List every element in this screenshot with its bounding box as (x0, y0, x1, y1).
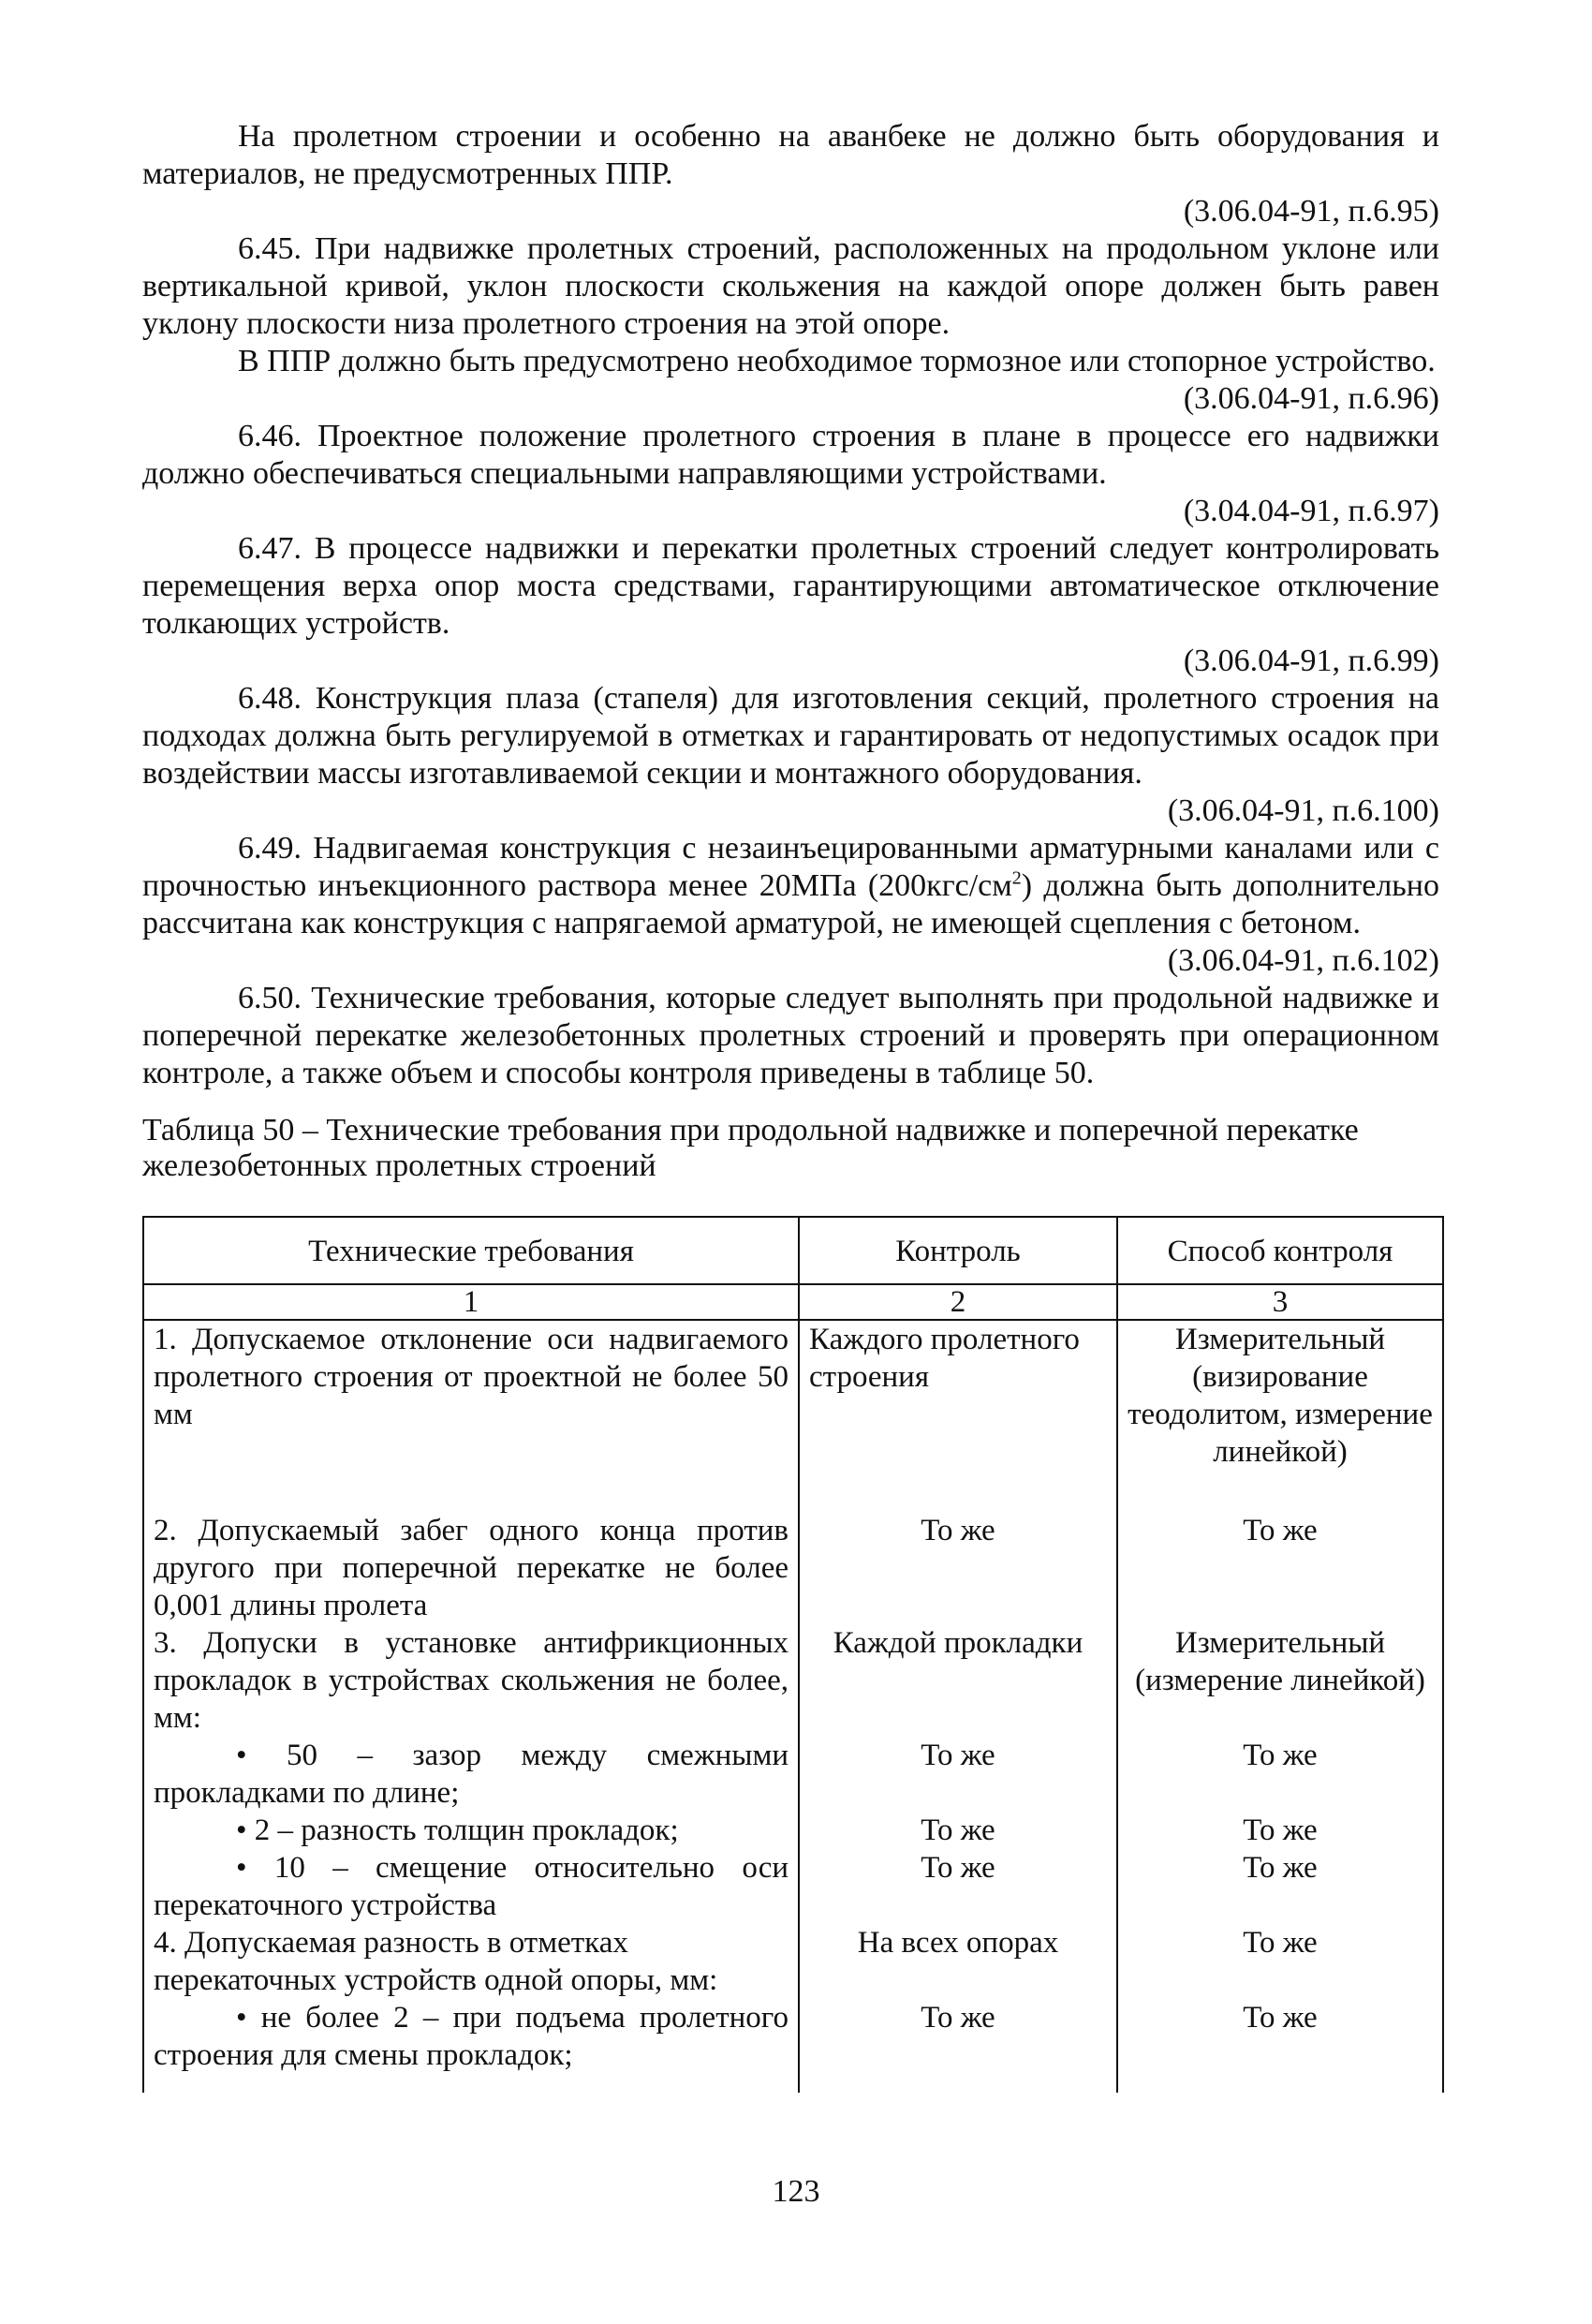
column-number: 1 (143, 1284, 799, 1320)
table-row (143, 1624, 1443, 1737)
table-row (143, 1320, 1443, 1471)
table-row (143, 1812, 1443, 1849)
reference: (3.04.04-91, п.6.97) (1183, 494, 1439, 528)
method-cell: То же (1117, 1924, 1443, 1999)
header-requirements: Технические требования (143, 1217, 799, 1284)
method-cell: То же (1117, 1512, 1443, 1624)
column-number: 2 (799, 1284, 1117, 1320)
control-cell: Каждой прокладки (799, 1624, 1117, 1737)
method-cell: То же (1117, 1737, 1443, 1812)
column-number-row (143, 1284, 1443, 1320)
control-cell: То же (799, 1737, 1117, 1812)
table-caption: Таблица 50 – Технические требования при продольной надвижке и поперечной перекатке железобетонных пролетных строений (142, 1113, 1359, 1183)
requirement-cell: 4. Допускаемая разность в отметках перекаточных устройств одной опоры, мм: (143, 1924, 799, 1999)
paragraph-6-49 (142, 830, 1439, 942)
control-cell: То же (799, 1999, 1117, 2093)
paragraph-6-48: 6.48. Конструкция плаза (стапеля) для изготовления секций, пролетного строения на подходах должна быть регулируемой в отметках и гарантировать от недопустимых осадок при воздействии массы изготавливаемой секции и монтажного оборудования. (142, 681, 1439, 791)
control-cell: То же (799, 1812, 1117, 1849)
header-control: Контроль (799, 1217, 1117, 1284)
header-method: Способ контроля (1117, 1217, 1443, 1284)
control-cell: На всех опорах (799, 1924, 1117, 1999)
superscript: 2 (1011, 867, 1022, 889)
control-cell: То же (799, 1512, 1117, 1624)
spacer-row (143, 1471, 1443, 1512)
column-number: 3 (1117, 1284, 1443, 1320)
requirement-cell: • не более 2 – при подъема пролетного строения для смены прокладок; (143, 1999, 799, 2093)
method-cell: Измерительный (измерение линейкой) (1117, 1624, 1443, 1737)
requirement-cell: • 10 – смещение относительно оси перекаточного устройства (143, 1849, 799, 1924)
control-cell: То же (799, 1849, 1117, 1924)
table-row (143, 1512, 1443, 1624)
reference: (3.06.04-91, п.6.102) (1167, 943, 1439, 978)
paragraph-6-50: 6.50. Технические требования, которые следует выполнять при продольной надвижке и поперечной перекатке железобетонных пролетных строений и проверять при операционном контроле, а также объем и способы контроля приведены в таблице 50. (142, 981, 1439, 1090)
table-row (143, 1924, 1443, 1999)
table-row (143, 1999, 1443, 2093)
paragraph-6-45: 6.45. При надвижке пролетных строений, расположенных на продольном уклоне или вертикальной кривой, уклон плоскости скольжения на каждой опоре должен быть равен уклону плоскости низа пролетного строения на этой опоре. (142, 231, 1439, 341)
table-header-row (143, 1217, 1443, 1284)
requirement-cell: • 2 – разность толщин прокладок; (143, 1812, 799, 1849)
requirements-table (142, 1216, 1444, 2093)
table-row (143, 1849, 1443, 1924)
paragraph-6-47: 6.47. В процессе надвижки и перекатки пролетных строений следует контролировать перемещения верха опор моста средствами, гарантирующими автоматическое отключение толкающих устройств. (142, 531, 1439, 641)
reference: (3.06.04-91, п.6.96) (1183, 381, 1439, 416)
reference: (3.06.04-91, п.6.99) (1183, 644, 1439, 678)
requirement-cell: • 50 – зазор между смежными прокладками по длине; (143, 1737, 799, 1812)
requirement-cell: 2. Допускаемый забег одного конца против другого при поперечной перекатке не более 0,001 длины пролета (143, 1512, 799, 1624)
text-segment: ) должна быть дополнительно рассчитана как конструкция с напрягаемой арматурой, не имеющей сцепления с бетоном. (142, 868, 1440, 940)
requirement-cell: 1. Допускаемое отклонение оси надвигаемого пролетного строения от проектной не более 50 мм (143, 1320, 799, 1471)
document-body (142, 118, 1439, 1184)
text-segment: 6.49. Надвигаемая конструкция с незаинъецированными арматурными каналами или с прочностью инъекционного раствора менее 20МПа (200кгс/см (142, 831, 1439, 903)
reference: (3.06.04-91, п.6.100) (1167, 793, 1439, 828)
requirement-cell: 3. Допуски в установке антифрикционных прокладок в устройствах скольжения не более, мм: (143, 1624, 799, 1737)
reference: (3.06.04-91, п.6.95) (1183, 194, 1439, 229)
paragraph: В ППР должно быть предусмотрено необходимое тормозное или стопорное устройство. (238, 344, 1436, 378)
table-row (143, 1737, 1443, 1812)
paragraph-6-46: 6.46. Проектное положение пролетного строения в плане в процессе его надвижки должно обеспечиваться специальными направляющими устройствами. (142, 419, 1439, 491)
method-cell: Измерительный (визирование теодолитом, измерение линейкой) (1117, 1320, 1443, 1471)
method-cell: То же (1117, 1849, 1443, 1924)
method-cell: То же (1117, 1812, 1443, 1849)
method-cell: То же (1117, 1999, 1443, 2093)
paragraph: На пролетном строении и особенно на аванбеке не должно быть оборудования и материалов, не предусмотренных ППР. (142, 119, 1439, 191)
control-cell: Каждого пролетного строения (799, 1320, 1117, 1471)
page-number: 123 (772, 2174, 820, 2209)
